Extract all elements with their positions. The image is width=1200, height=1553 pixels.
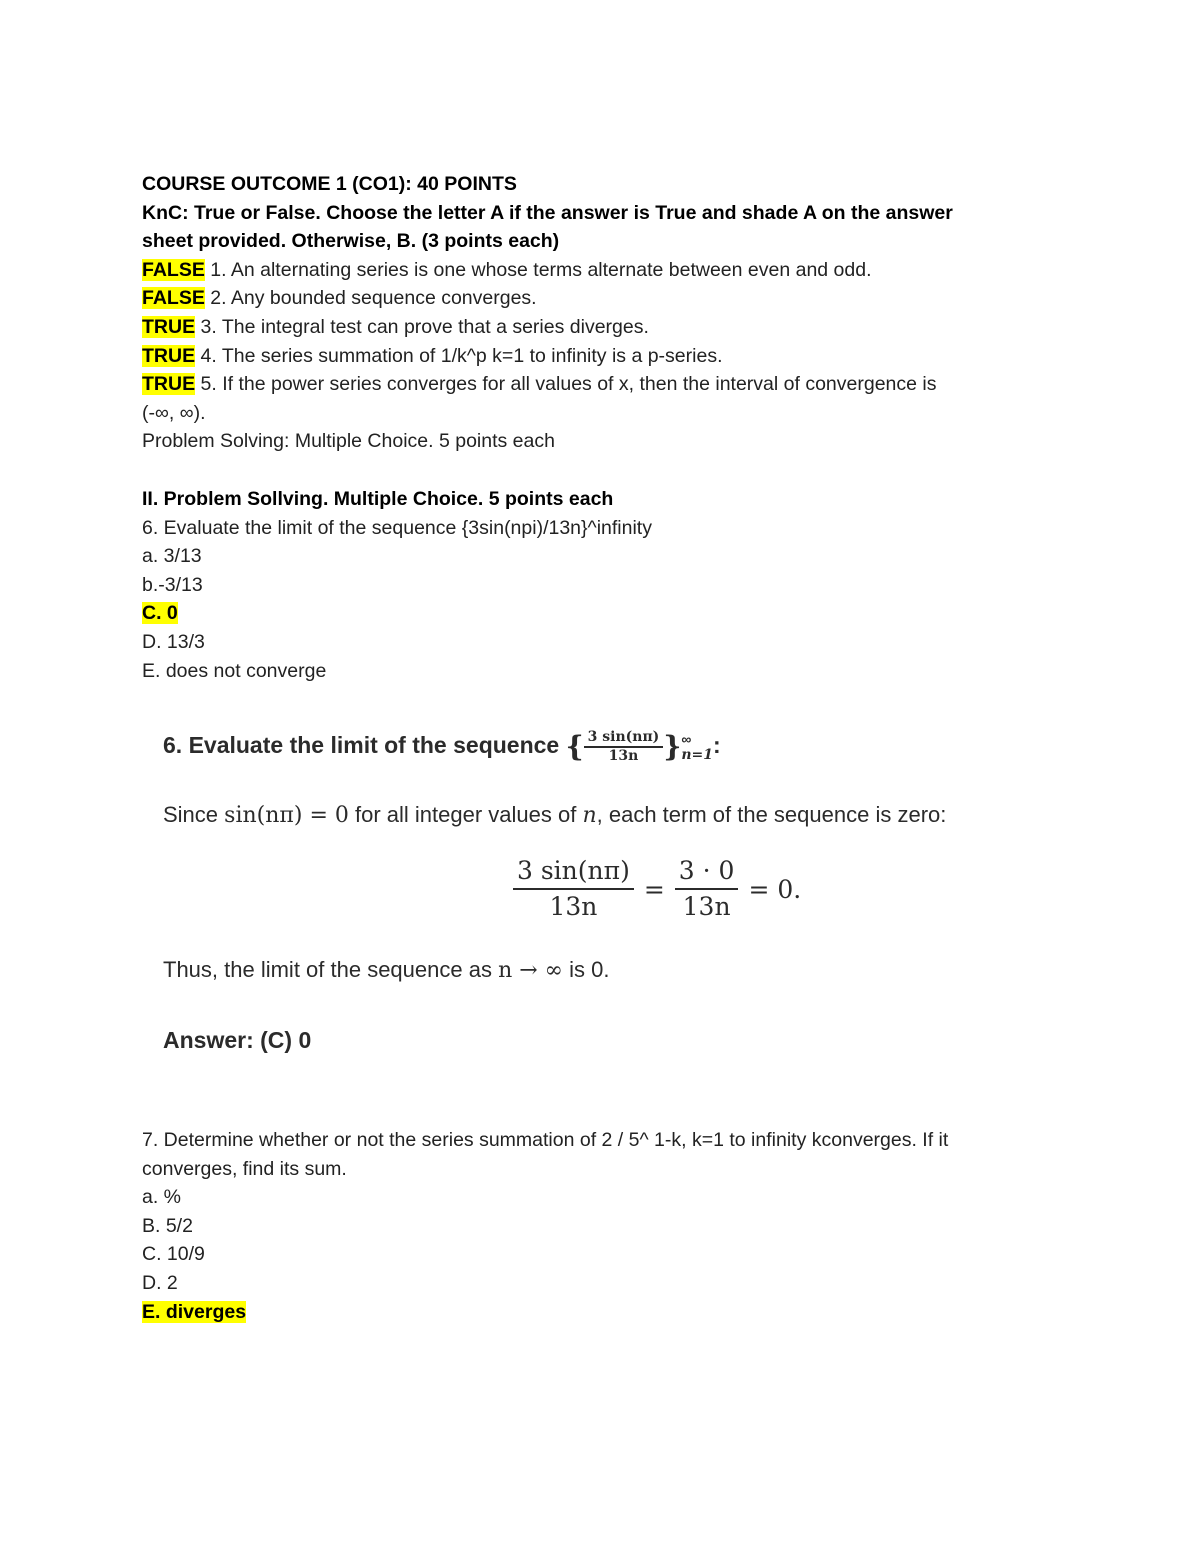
question-6: 6. Evaluate the limit of the sequence {3sin(npi)/13n}^infinity <box>142 516 652 539</box>
lower-bound: n=1 <box>681 746 713 763</box>
right-brace: } <box>663 729 682 763</box>
tf-item-text: 3. The integral test can prove that a series diverges. <box>195 315 649 338</box>
tf-item-1 <box>142 256 1072 285</box>
section-heading: COURSE OUTCOME 1 (CO1): 40 POINTS <box>142 173 517 195</box>
upper-bound: ∞ <box>681 730 692 747</box>
section-2-heading: II. Problem Sollving. Multiple Choice. 5 points each <box>142 487 614 510</box>
q6-option-a: a. 3/13 <box>142 545 202 568</box>
rhs-value: = 0. <box>748 874 802 904</box>
answer-highlight: TRUE <box>142 373 196 396</box>
question-7-block <box>142 1126 1072 1326</box>
q6-option-b: b.-3/13 <box>142 573 203 596</box>
display-equation: $\frac{3 \sin(n\pi)}{13n}$ = $\frac{3 \cdot 0}{13n}$ = 0. <box>513 854 811 924</box>
tf-item-5 <box>142 370 1072 399</box>
lhs-fraction: $\frac{3 \sin(n\pi)}{13n}$ <box>513 854 634 924</box>
tf-item-text: 2. Any bounded sequence converges. <box>204 287 537 310</box>
q7-option-e <box>142 1298 1072 1327</box>
q7-option-a: a. % <box>142 1186 182 1209</box>
solution-line-1: Since sin(nπ) = 0 for all integer values of n, each term of the sequence is zero: <box>163 802 947 828</box>
mid-fraction: $\frac{3 \cdot 0}{13n}$ <box>675 854 739 924</box>
answer-highlight: FALSE <box>142 287 205 310</box>
limit-expression: n → ∞ <box>498 958 563 983</box>
q7-option-b: B. 5/2 <box>142 1214 193 1237</box>
correct-option-highlight: C. 0 <box>142 602 178 625</box>
tf-item-4 <box>142 342 1072 371</box>
answer-highlight: FALSE <box>142 258 205 281</box>
sequence-bounds <box>681 731 713 763</box>
tf-item-text: 5. If the power series converges for all values of x, then the interval of convergence is <box>195 373 937 396</box>
q7-option-c: C. 10/9 <box>142 1243 205 1266</box>
heading-fraction <box>584 729 664 765</box>
solution-answer: Answer: (C) 0 <box>163 1027 312 1053</box>
tf-item-text: 4. The series summation of 1/k^p k=1 to infinity is a p-series. <box>195 344 723 367</box>
left-brace: { <box>565 729 584 763</box>
q6-option-e: E. does not converge <box>142 659 327 682</box>
solution-heading: 6. Evaluate the limit of the sequence { $\frac{3 \sin(n\pi)}{13n}$ } ∞ n=1 : <box>163 728 721 764</box>
fraction-numerator: 3 sin(nπ) <box>584 729 664 748</box>
q6-option-d: D. 13/3 <box>142 630 205 653</box>
instruction-line-2: sheet provided. Otherwise, B. (3 points each) <box>142 230 560 253</box>
q6-option-c <box>142 599 1072 628</box>
document-body <box>142 170 1072 685</box>
correct-option-highlight: E. diverges <box>142 1300 247 1323</box>
question-7-line-1: 7. Determine whether or not the series summation of 2 / 5^ 1-k, k=1 to infinity kconverges. If it <box>142 1129 949 1151</box>
tf-item-5-continuation: (-∞, ∞). <box>142 401 206 424</box>
trailing-note: Problem Solving: Multiple Choice. 5 points each <box>142 430 555 453</box>
solution-line-3: Thus, the limit of the sequence as n → ∞ is 0. <box>163 957 610 983</box>
tf-item-3 <box>142 313 1072 342</box>
instruction-line-1: KnC: True or False. Choose the letter A if the answer is True and shade A on the answer <box>142 201 953 224</box>
sin-equation: sin(nπ) = 0 <box>224 803 349 828</box>
tf-item-text: 1. An alternating series is one whose terms alternate between even and odd. <box>204 258 872 281</box>
tf-item-2 <box>142 284 1072 313</box>
fraction-denominator: 13n <box>608 747 639 764</box>
q7-option-d: D. 2 <box>142 1271 178 1294</box>
question-7-line-2: converges, find its sum. <box>142 1157 347 1180</box>
answer-highlight: TRUE <box>142 315 196 338</box>
solution-heading-text: 6. Evaluate the limit of the sequence <box>163 732 560 758</box>
answer-highlight: TRUE <box>142 344 196 367</box>
